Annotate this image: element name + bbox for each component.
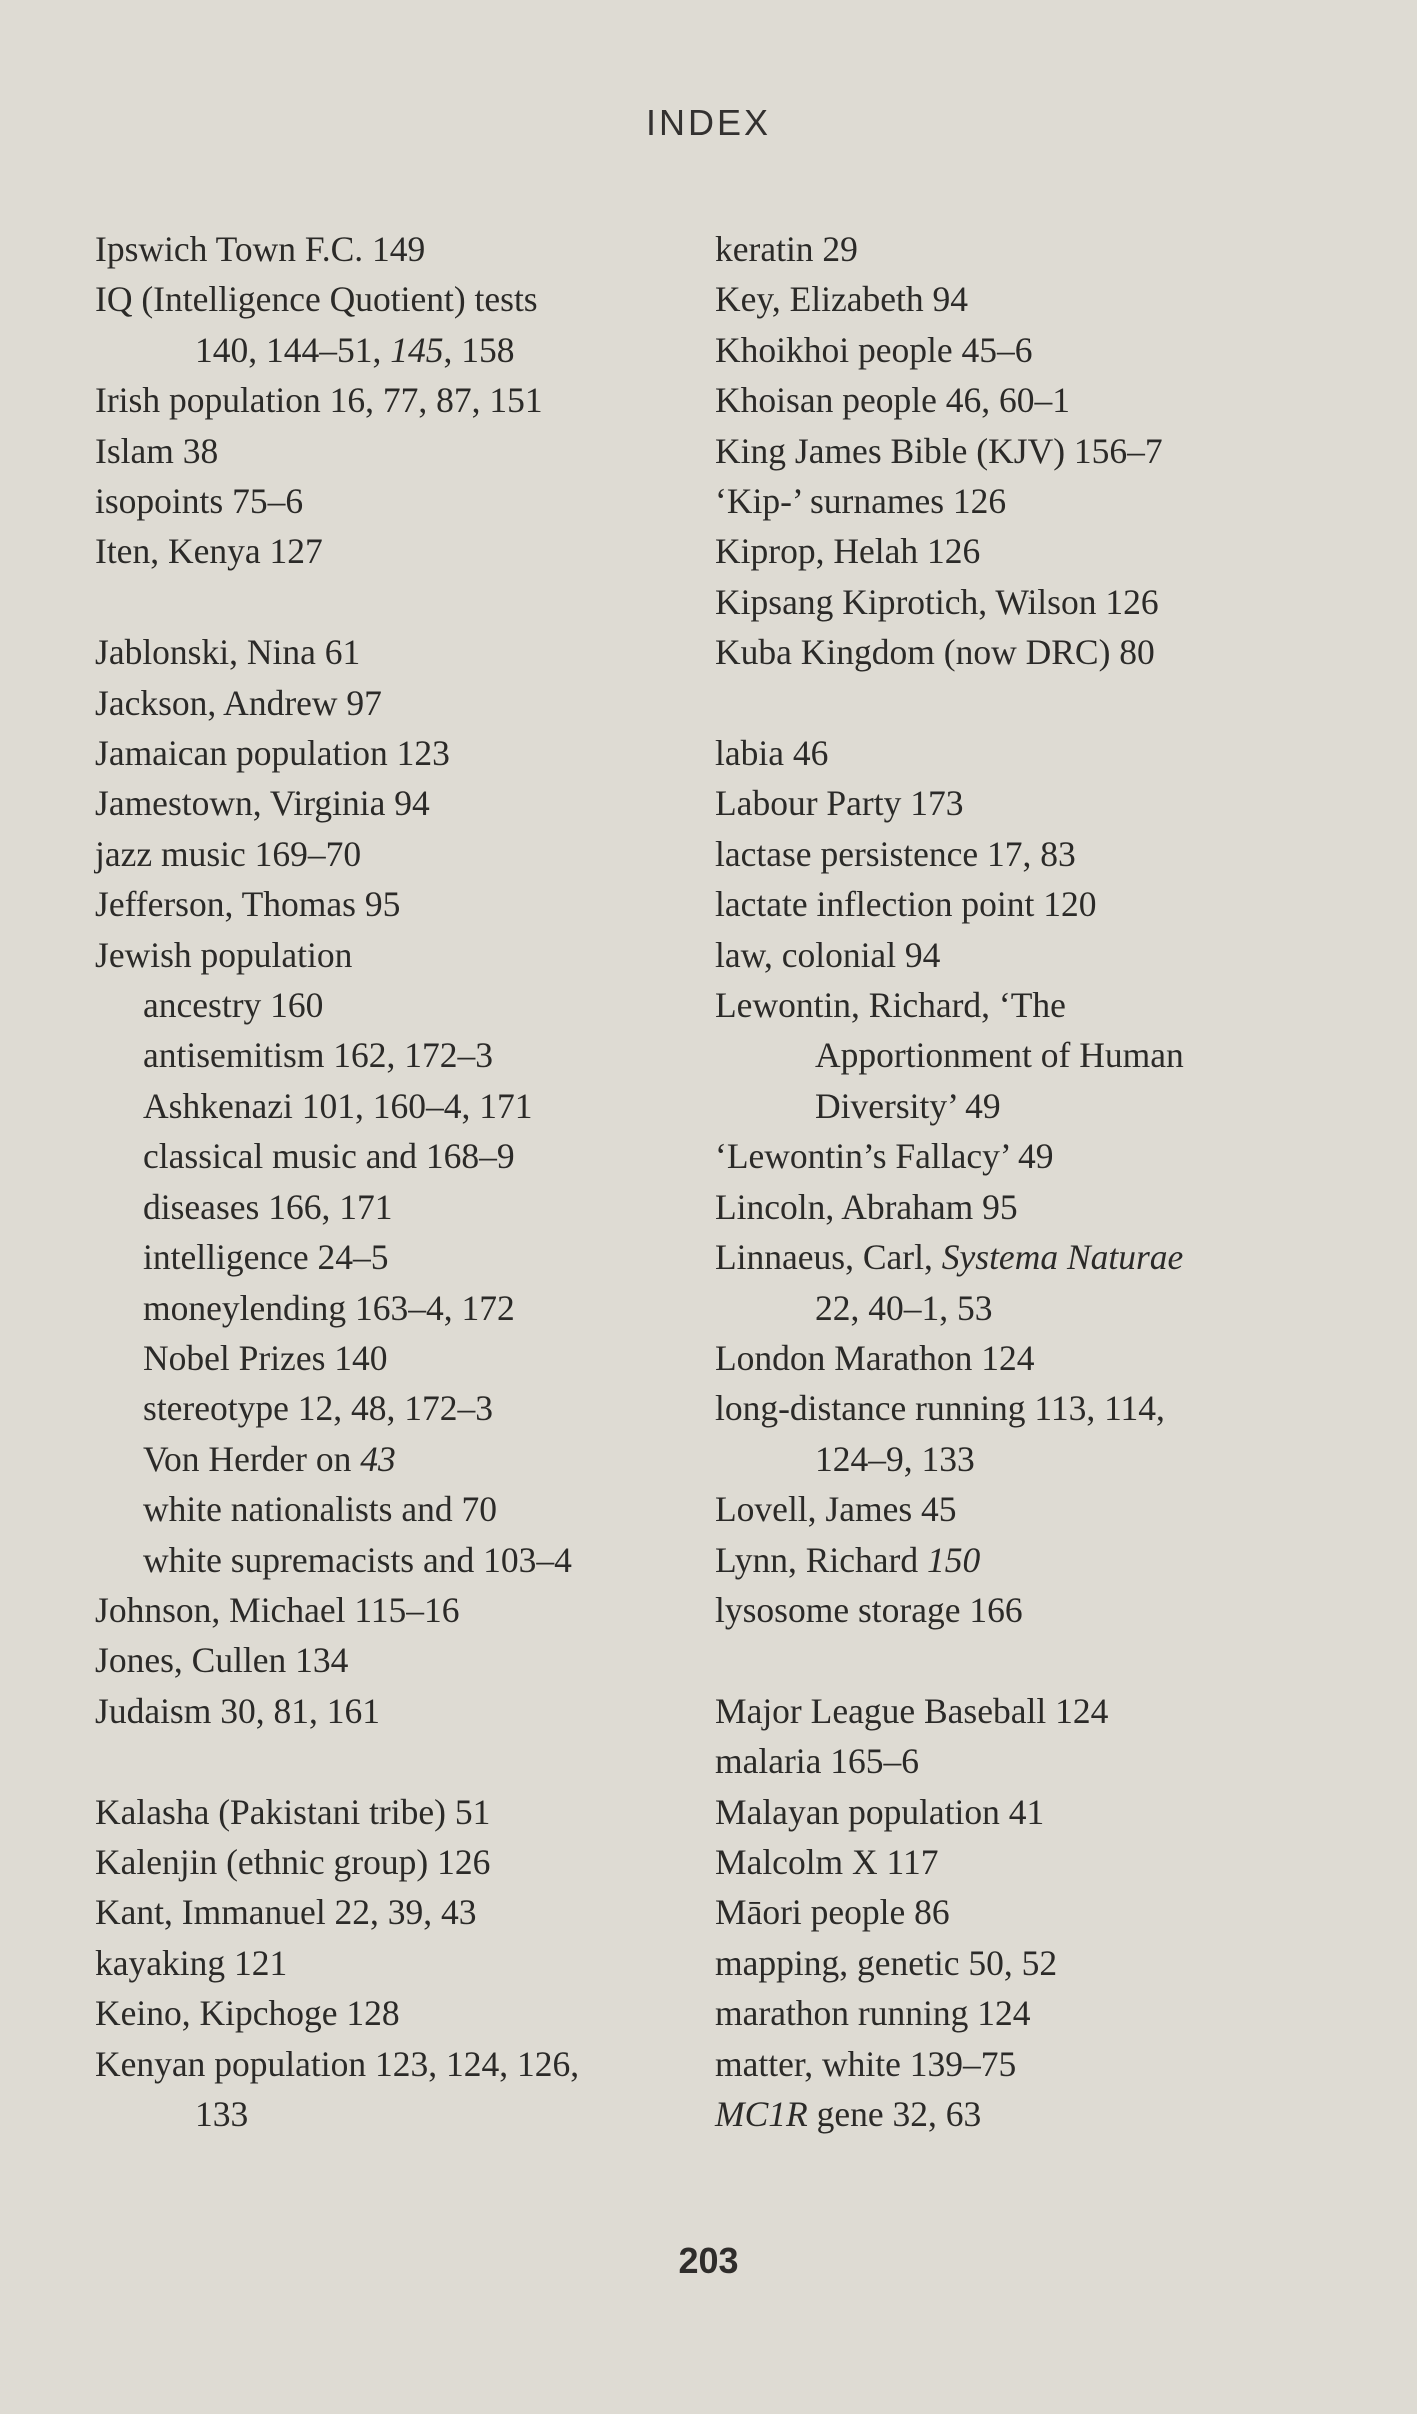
index-entry: Kipsang Kiprotich, Wilson 126 [715, 581, 1159, 622]
index-subentry: Von Herder on 43 [143, 1438, 396, 1479]
index-subentry: Ashkenazi 101, 160–4, 171 [143, 1085, 533, 1126]
index-entry: London Marathon 124 [715, 1337, 1035, 1378]
index-entry: Labour Party 173 [715, 783, 964, 824]
index-entry: lactase persistence 17, 83 [715, 833, 1076, 874]
index-entry: Keino, Kipchoge 128 [95, 1993, 400, 2034]
index-subentry: antisemitism 162, 172–3 [143, 1035, 494, 1076]
index-entry: Major League Baseball 124 [715, 1690, 1109, 1731]
index-subentry: diseases 166, 171 [143, 1186, 393, 1227]
index-entry: long-distance running 113, 114, 124–9, 133 [715, 1388, 1165, 1479]
index-entry: Jones, Cullen 134 [95, 1640, 349, 1681]
index-entry: Lewontin, Richard, ‘The Apportionment of Human Diversity’ 49 [715, 985, 1184, 1126]
index-entry: Jamaican population 123 [95, 733, 450, 774]
index-entry: Jefferson, Thomas 95 [95, 884, 401, 925]
index-entry: Khoisan people 46, 60–1 [715, 380, 1070, 421]
index-entry: Malayan population 41 [715, 1791, 1045, 1832]
index-entry: Kant, Immanuel 22, 39, 43 [95, 1892, 477, 1933]
index-subentry: stereotype 12, 48, 172–3 [143, 1388, 494, 1429]
index-entry: kayaking 121 [95, 1942, 288, 1983]
index-subentry: Nobel Prizes 140 [143, 1337, 388, 1378]
index-column-left [95, 224, 685, 2139]
index-entry: Kenyan population 123, 124, 126, 133 [95, 2043, 580, 2134]
index-entry: Islam 38 [95, 430, 219, 471]
index-entry: marathon running 124 [715, 1993, 1031, 2034]
index-entry: lactate inflection point 120 [715, 884, 1097, 925]
index-entry: Māori people 86 [715, 1892, 950, 1933]
index-entry: ‘Lewontin’s Fallacy’ 49 [715, 1136, 1054, 1177]
index-entry: Jackson, Andrew 97 [95, 682, 382, 723]
index-entry: Lovell, James 45 [715, 1489, 957, 1530]
index-entry: Jewish population [95, 934, 353, 975]
index-entry: jazz music 169–70 [95, 833, 362, 874]
index-entry: IQ (Intelligence Quotient) tests 140, 144–51, 145, 158 [95, 279, 538, 370]
index-entry: Kalenjin (ethnic group) 126 [95, 1841, 491, 1882]
index-entry: MC1R gene 32, 63 [715, 2094, 982, 2134]
index-entry: lysosome storage 166 [715, 1589, 1023, 1630]
index-entry: Malcolm X 117 [715, 1841, 939, 1882]
index-entry: mapping, genetic 50, 52 [715, 1942, 1058, 1983]
index-subentry: white nationalists and 70 [143, 1489, 497, 1530]
index-entry: Judaism 30, 81, 161 [95, 1690, 380, 1731]
index-entry: keratin 29 [715, 229, 858, 269]
index-subentry: classical music and 168–9 [143, 1136, 515, 1177]
index-entry: Lynn, Richard 150 [715, 1539, 981, 1580]
index-entry: Khoikhoi people 45–6 [715, 329, 1033, 370]
index-entry: isopoints 75–6 [95, 481, 304, 522]
index-entry: Johnson, Michael 115–16 [95, 1589, 460, 1630]
index-subentry: intelligence 24–5 [143, 1237, 389, 1278]
index-entry: Lincoln, Abraham 95 [715, 1186, 1018, 1227]
index-column-right [715, 224, 1355, 2139]
index-heading: INDEX [645, 102, 772, 143]
index-entry: malaria 165–6 [715, 1741, 920, 1782]
index-entry: Iten, Kenya 127 [95, 531, 323, 572]
index-entry: Irish population 16, 77, 87, 151 [95, 380, 543, 421]
page-number: 203 [678, 2240, 739, 2281]
index-subentry: white supremacists and 103–4 [143, 1539, 572, 1580]
index-entry: Ipswich Town F.C. 149 [95, 229, 426, 269]
index-entry: labia 46 [715, 733, 829, 774]
index-entry: law, colonial 94 [715, 934, 941, 975]
index-entry: ‘Kip-’ surnames 126 [715, 481, 1007, 522]
index-subentry: ancestry 160 [143, 985, 324, 1026]
index-subentry: moneylending 163–4, 172 [143, 1287, 515, 1328]
index-entry: Kiprop, Helah 126 [715, 531, 981, 572]
index-entry: Kuba Kingdom (now DRC) 80 [715, 632, 1155, 673]
index-entry: matter, white 139–75 [715, 2043, 1017, 2084]
index-entry: Key, Elizabeth 94 [715, 279, 969, 320]
index-entry: Jamestown, Virginia 94 [95, 783, 430, 824]
index-entry: King James Bible (KJV) 156–7 [715, 430, 1163, 471]
index-entry: Linnaeus, Carl, Systema Naturae 22, 40–1, 53 [715, 1237, 1184, 1328]
index-entry: Jablonski, Nina 61 [95, 632, 361, 673]
index-entry: Kalasha (Pakistani tribe) 51 [95, 1791, 491, 1832]
